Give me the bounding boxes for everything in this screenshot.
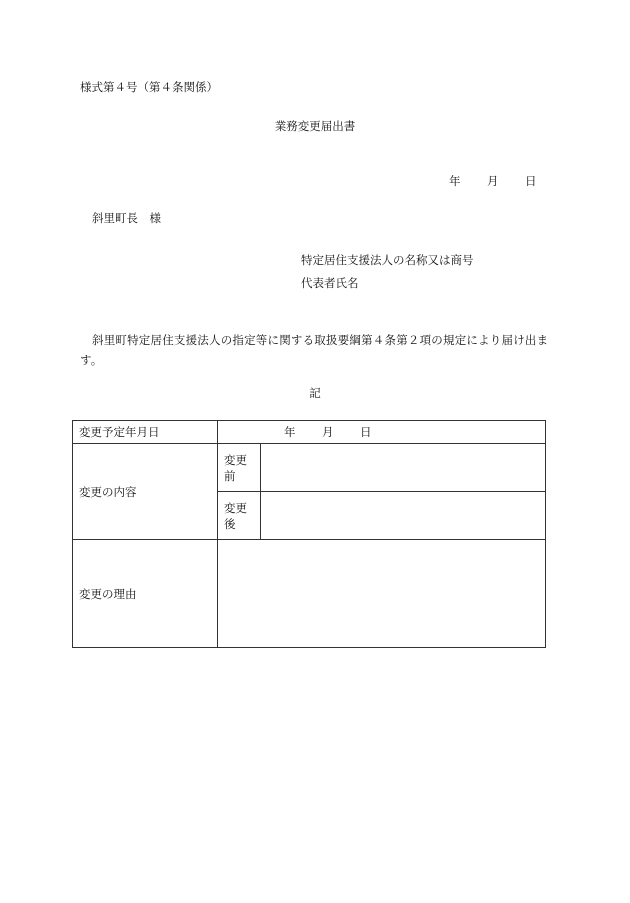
note-heading: 記 [309, 386, 321, 400]
before-field[interactable] [261, 444, 546, 492]
date-day-label: 日 [525, 174, 537, 188]
table-date-month: 月 [322, 425, 334, 439]
form-number: 様式第４号（第４条関係） [80, 80, 218, 94]
change-table [72, 420, 546, 648]
body-text: 斜里町特定居住支援法人の指定等に関する取扱要綱第４条第２項の規定により届け出ます。 [80, 333, 549, 367]
reason-field[interactable] [218, 540, 546, 648]
before-label: 変更前 [218, 444, 261, 492]
table-row [73, 540, 546, 648]
content-label: 変更の内容 [73, 444, 218, 540]
document-title: 業務変更届出書 [274, 119, 356, 133]
table-date-day: 日 [360, 425, 372, 439]
representative-label: 代表者氏名 [301, 276, 359, 290]
table-row [73, 444, 546, 492]
table-date-year: 年 [284, 425, 296, 439]
table-row [73, 421, 546, 444]
corp-name-label: 特定居住支援法人の名称又は商号 [301, 253, 474, 267]
reason-label: 変更の理由 [73, 540, 218, 648]
date-month-label: 月 [487, 174, 499, 188]
date-year-label: 年 [449, 174, 461, 188]
scheduled-date-label: 変更予定年月日 [73, 421, 218, 444]
addressee: 斜里町長 様 [92, 211, 161, 225]
after-field[interactable] [261, 492, 546, 540]
submission-date [449, 176, 537, 188]
after-label: 変更後 [218, 492, 261, 540]
scheduled-date-field[interactable] [218, 421, 546, 444]
